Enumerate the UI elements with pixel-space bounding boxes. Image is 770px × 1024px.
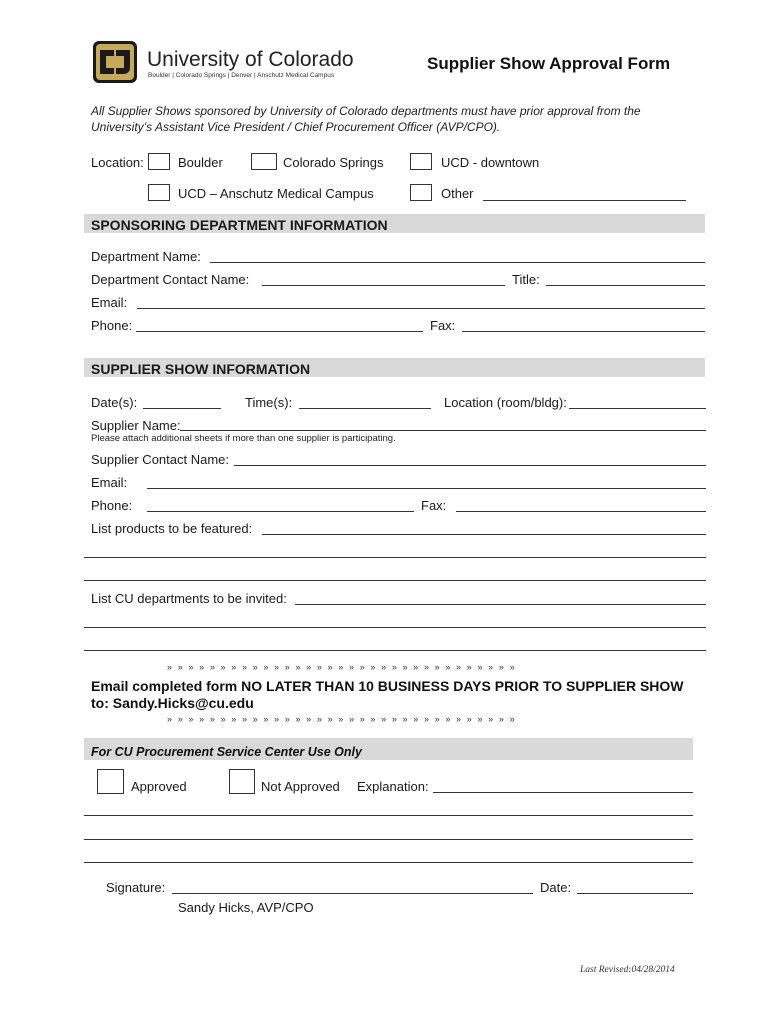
procurement-heading: For CU Procurement Service Center Use Only [91, 745, 362, 759]
supplier-contact-label: Supplier Contact Name: [91, 452, 230, 467]
contact-title-label: Title: [512, 272, 540, 287]
intro-line-2: University’s Assistant Vice President / Chief Procurement Officer (AVP/CPO). [91, 120, 501, 134]
supplier-fax-field[interactable] [456, 511, 706, 512]
cu-logo [92, 40, 138, 84]
other-label: Other [441, 186, 474, 201]
products-field-3[interactable] [84, 580, 706, 581]
dates-label: Date(s): [91, 395, 138, 410]
boulder-checkbox[interactable] [148, 153, 170, 170]
supplier-name-label: Supplier Name: [91, 418, 181, 433]
explanation-field-3[interactable] [84, 839, 693, 840]
departments-label: List CU departments to be invited: [91, 591, 287, 606]
departments-field-1[interactable] [295, 604, 706, 605]
university-name: University of Colorado [147, 48, 354, 71]
department-email-label: Email: [91, 295, 128, 310]
ucd-downtown-label: UCD - downtown [441, 155, 540, 170]
not-approved-checkbox[interactable] [229, 769, 255, 794]
date-label: Date: [540, 880, 572, 895]
supplier-heading: SUPPLIER SHOW INFORMATION [91, 361, 311, 377]
departments-field-3[interactable] [84, 650, 706, 651]
email-instruction-line-1: Email completed form NO LATER THAN 10 BUSINESS DAYS PRIOR TO SUPPLIER SHOW [91, 678, 684, 694]
other-checkbox[interactable] [410, 184, 432, 201]
department-fax-label: Fax: [430, 318, 456, 333]
anschutz-label: UCD – Anschutz Medical Campus [178, 186, 374, 201]
supplier-phone-field[interactable] [147, 511, 414, 512]
contact-title-field[interactable] [546, 285, 705, 286]
department-contact-label: Department Contact Name: [91, 272, 250, 287]
explanation-label: Explanation: [357, 779, 429, 794]
department-phone-field[interactable] [136, 331, 423, 332]
supplier-fax-label: Fax: [421, 498, 447, 513]
supplier-email-field[interactable] [147, 488, 706, 489]
location-label: Location: [91, 155, 144, 170]
department-contact-field[interactable] [262, 285, 505, 286]
department-fax-field[interactable] [462, 331, 705, 332]
supplier-note: Please attach additional sheets if more than one supplier is participating. [91, 433, 396, 444]
supplier-name-field[interactable] [180, 430, 706, 431]
times-label: Time(s): [245, 395, 293, 410]
arrow-divider-top: » » » » » » » » » » » » » » » » » » » » » » » » » » » » » » » » » [167, 662, 517, 672]
colorado-springs-checkbox[interactable] [251, 153, 277, 170]
explanation-field-2[interactable] [84, 815, 693, 816]
intro-text [91, 103, 711, 135]
sponsoring-heading: SPONSORING DEPARTMENT INFORMATION [91, 217, 388, 233]
intro-line-1: All Supplier Shows sponsored by University of Colorado departments must have prior approval from the [91, 104, 641, 118]
approved-checkbox[interactable] [97, 769, 124, 794]
approved-label: Approved [131, 779, 187, 794]
supplier-contact-field[interactable] [234, 465, 706, 466]
other-field[interactable] [483, 200, 686, 201]
products-label: List products to be featured: [91, 521, 253, 536]
show-location-label: Location (room/bldg): [444, 395, 567, 410]
email-instruction [91, 678, 684, 712]
departments-field-2[interactable] [84, 627, 706, 628]
department-phone-label: Phone: [91, 318, 133, 333]
form-title: Supplier Show Approval Form [427, 54, 671, 73]
supplier-email-label: Email: [91, 475, 128, 490]
not-approved-label: Not Approved [261, 779, 340, 794]
last-revised: Last Revised:04/28/2014 [580, 965, 675, 975]
signature-label: Signature: [106, 880, 166, 895]
department-name-field[interactable] [210, 262, 705, 263]
explanation-field-1[interactable] [433, 792, 693, 793]
times-field[interactable] [299, 408, 431, 409]
show-location-field[interactable] [569, 408, 706, 409]
date-field[interactable] [577, 893, 693, 894]
anschutz-checkbox[interactable] [148, 184, 170, 201]
dates-field[interactable] [143, 408, 221, 409]
department-name-label: Department Name: [91, 249, 201, 264]
products-field-2[interactable] [84, 557, 706, 558]
campus-list: Boulder | Colorado Springs | Denver | Anschutz Medical Campus [148, 72, 335, 79]
boulder-label: Boulder [178, 155, 223, 170]
signer-name: Sandy Hicks, AVP/CPO [178, 900, 314, 915]
explanation-field-4[interactable] [84, 862, 693, 863]
colorado-springs-label: Colorado Springs [283, 155, 384, 170]
arrow-divider-bottom: » » » » » » » » » » » » » » » » » » » » » » » » » » » » » » » » » [167, 714, 517, 724]
ucd-downtown-checkbox[interactable] [410, 153, 432, 170]
supplier-phone-label: Phone: [91, 498, 133, 513]
products-field-1[interactable] [262, 534, 706, 535]
email-instruction-line-2: to: Sandy.Hicks@cu.edu [91, 695, 254, 711]
department-email-field[interactable] [137, 308, 705, 309]
signature-field[interactable] [172, 893, 533, 894]
